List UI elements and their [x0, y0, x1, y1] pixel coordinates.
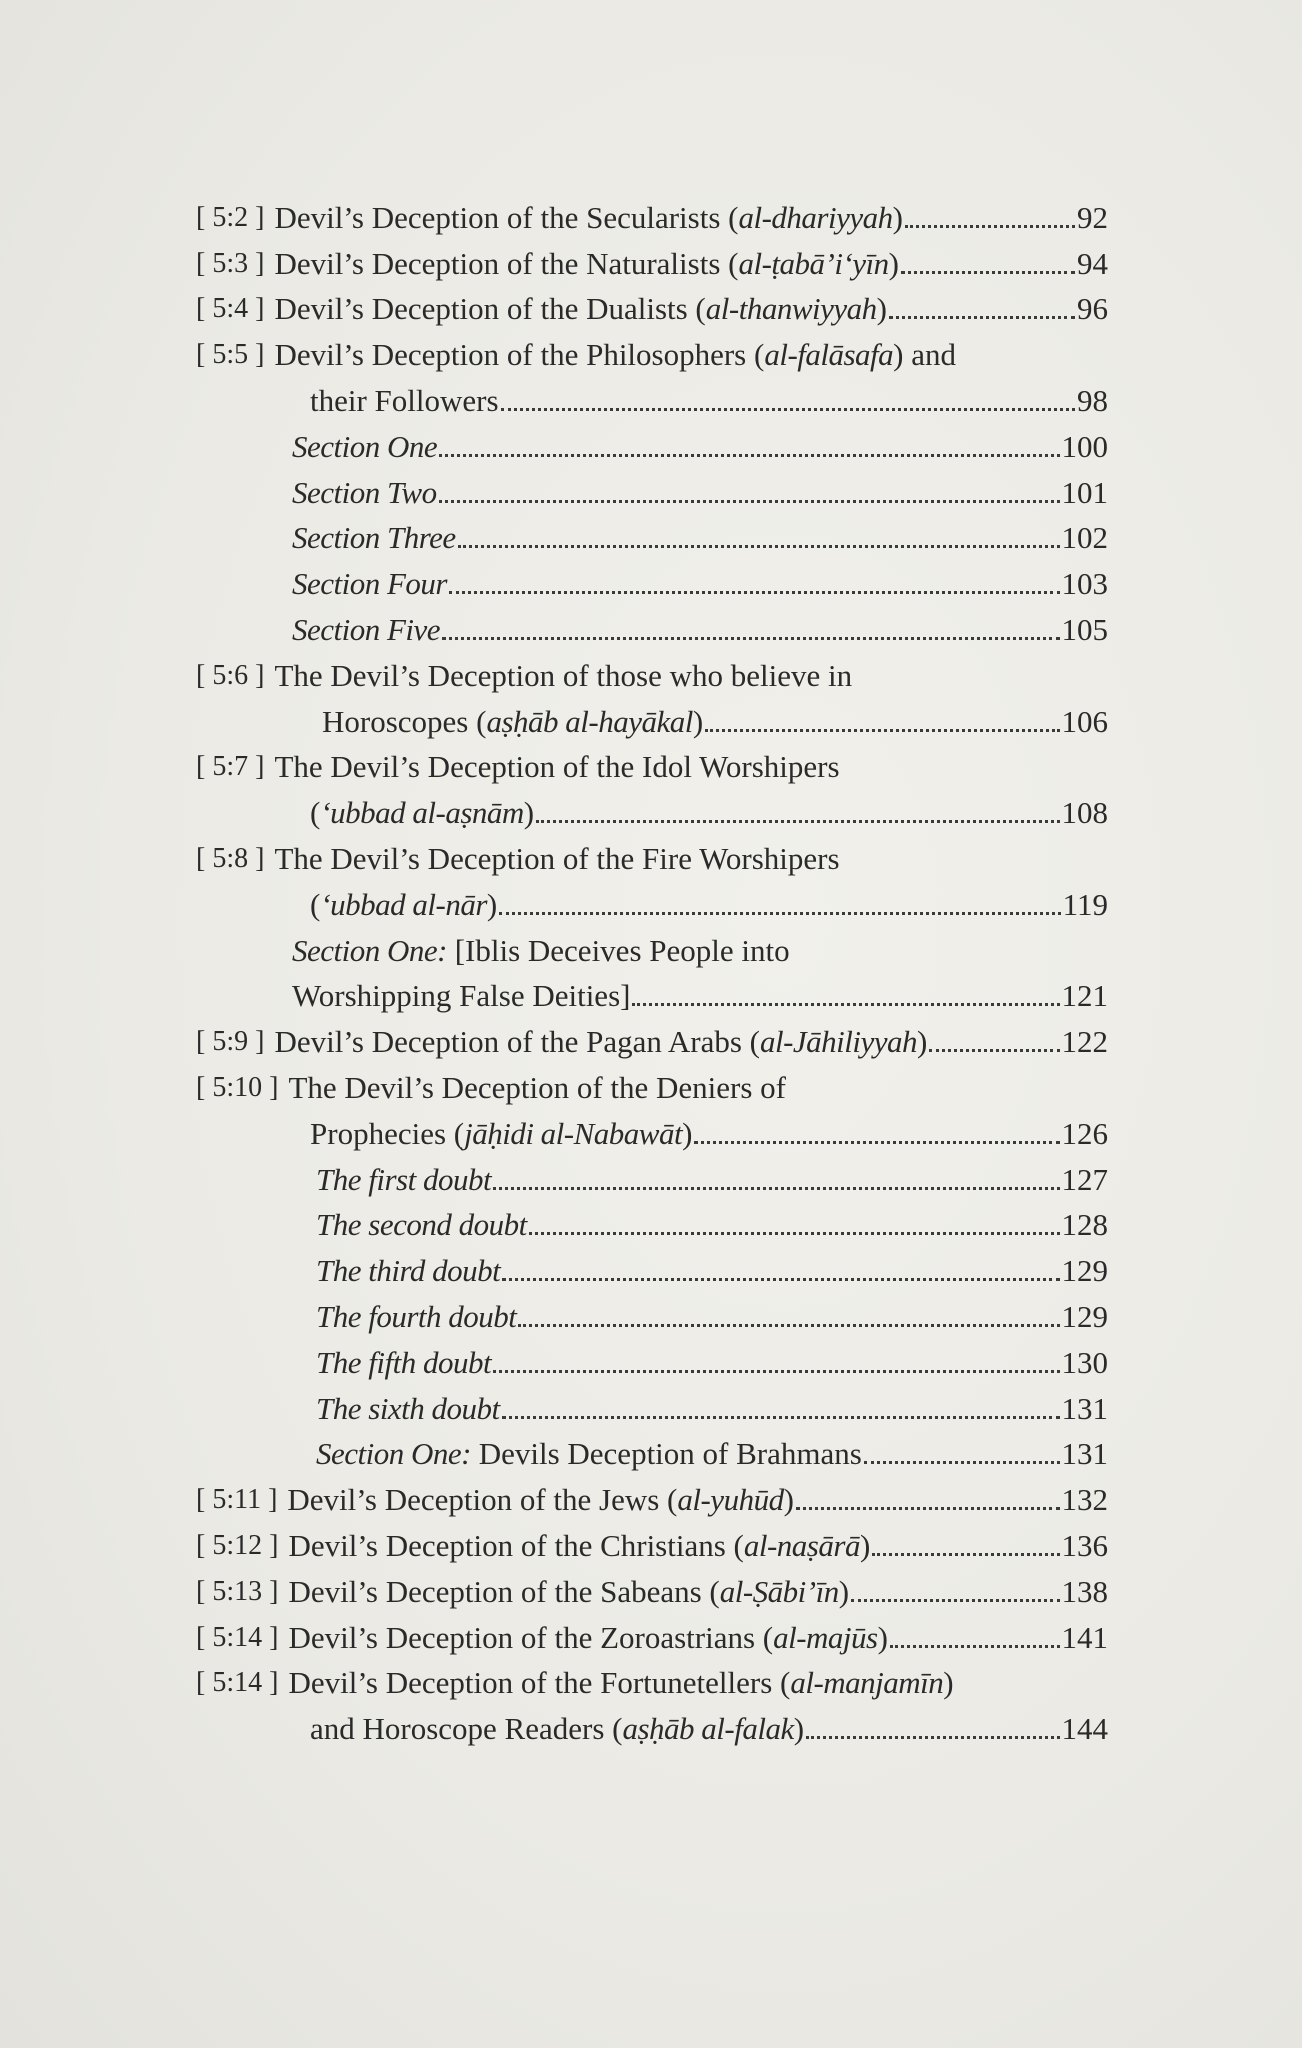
toc-entry	[0, 1564, 1302, 1610]
toc-entry	[0, 1243, 1302, 1289]
entry-title	[316, 1299, 516, 1335]
dot-leader	[890, 1644, 1060, 1648]
entry-title-text: Devil’s Deception of the Christians (	[288, 1527, 744, 1563]
entry-title	[322, 704, 703, 740]
dot-leader	[536, 819, 1059, 823]
entry-title	[287, 1482, 794, 1518]
entry-title-suffix: )	[682, 1115, 693, 1151]
entry-title-suffix: ) and	[893, 337, 957, 373]
toc-entry	[0, 602, 1302, 648]
entry-title	[288, 1528, 870, 1564]
dot-leader	[439, 453, 1059, 457]
entry-title	[288, 1574, 849, 1610]
entry-title	[274, 337, 956, 373]
toc-entry	[0, 785, 1302, 831]
entry-reference: [ 5:2 ]	[196, 201, 265, 233]
table-of-contents	[0, 190, 1302, 1747]
dot-leader	[442, 636, 1059, 640]
entry-title-suffix: )	[692, 703, 704, 739]
dot-leader	[705, 728, 1059, 732]
entry-title-text: Devil’s Deception of the Zoroastrians (	[288, 1619, 774, 1655]
toc-entry	[0, 1335, 1302, 1381]
dot-leader	[851, 1598, 1059, 1602]
toc-entry	[0, 831, 1302, 877]
entry-title	[288, 1070, 786, 1106]
entry-title-text: and Horoscope Readers (	[310, 1711, 623, 1747]
entry-title	[288, 1665, 953, 1701]
page-number: 103	[1061, 566, 1108, 602]
entry-reference: [ 5:10 ]	[196, 1071, 279, 1103]
entry-title-suffix: )	[917, 1024, 928, 1060]
entry-reference: [ 5:8 ]	[196, 842, 265, 874]
dot-leader	[929, 1048, 1059, 1052]
page-number: 122	[1061, 1024, 1108, 1060]
dot-leader	[694, 1140, 1059, 1144]
entry-title-italic: Section Three	[292, 520, 456, 556]
page-number: 136	[1061, 1527, 1108, 1563]
page-number: 98	[1077, 382, 1108, 418]
entry-title	[292, 520, 456, 556]
entry-title	[274, 841, 839, 877]
entry-title-italic: aṣḥāb al-hayākal	[486, 703, 693, 739]
entry-title-italic: jāḥidi al-Nabawāt	[464, 1115, 683, 1151]
entry-title-suffix: )	[892, 199, 903, 235]
page-number: 131	[1061, 1436, 1108, 1472]
page-number: 106	[1061, 703, 1108, 739]
page-number: 132	[1061, 1482, 1108, 1518]
toc-entry	[0, 236, 1302, 282]
entry-title-suffix: )	[486, 886, 498, 922]
entry-reference: [ 5:6 ]	[196, 659, 265, 691]
entry-reference: [ 5:14 ]	[196, 1621, 279, 1653]
entry-title-suffix: )	[888, 245, 899, 281]
entry-title	[274, 200, 903, 236]
entry-title	[316, 1253, 500, 1289]
dot-leader	[872, 1552, 1059, 1556]
entry-title	[316, 1162, 491, 1198]
entry-title-italic: al-majūs	[773, 1619, 878, 1655]
entry-title-suffix: )	[793, 1711, 805, 1747]
entry-title-suffix: )	[876, 291, 887, 327]
page-number: 128	[1061, 1207, 1108, 1243]
entry-title	[274, 749, 839, 785]
toc-entry	[0, 923, 1302, 969]
entry-title-text: The Devil’s Deception of the Deniers of	[288, 1069, 786, 1105]
page-number: 102	[1061, 520, 1108, 556]
page-number: 108	[1061, 795, 1108, 831]
entry-reference: [ 5:13 ]	[196, 1575, 279, 1607]
entry-title-text: their Followers	[310, 382, 499, 418]
entry-title	[274, 658, 852, 694]
page-number: 129	[1061, 1253, 1108, 1289]
entry-title-italic: al-manjamīn	[790, 1665, 944, 1701]
toc-entry	[0, 969, 1302, 1015]
entry-title-suffix: )	[838, 1573, 850, 1609]
page-number: 141	[1061, 1619, 1108, 1655]
entry-title	[274, 1024, 927, 1060]
dot-leader	[905, 224, 1075, 228]
entry-title-italic: The fifth doubt	[316, 1344, 492, 1380]
entry-title	[310, 795, 534, 831]
entry-title-text: Devil’s Deception of the Sabeans (	[288, 1573, 720, 1609]
entry-title-suffix: )	[877, 1619, 888, 1655]
toc-entry	[0, 1472, 1302, 1518]
toc-entry	[0, 1427, 1302, 1473]
entry-reference: [ 5:3 ]	[196, 247, 265, 279]
entry-title-text: (	[310, 795, 321, 831]
entry-title-text: The Devil’s Deception of those who believe in	[274, 657, 853, 693]
page-number: 121	[1061, 978, 1108, 1014]
entry-title-suffix: )	[943, 1665, 954, 1701]
dot-leader	[864, 1460, 1060, 1464]
page-number: 138	[1061, 1573, 1108, 1609]
entry-title-text: Worshipping False Deities]	[292, 978, 631, 1014]
entry-title-italic: Section One:	[292, 932, 447, 968]
entry-title	[292, 612, 440, 648]
entry-title-italic: The sixth doubt	[316, 1390, 500, 1426]
page-number: 100	[1061, 428, 1108, 464]
entry-title-text: Devil’s Deception of the Naturalists (	[274, 245, 739, 281]
page-number: 105	[1061, 611, 1108, 647]
toc-entry	[0, 327, 1302, 373]
dot-leader	[889, 315, 1075, 319]
entry-reference: [ 5:12 ]	[196, 1529, 279, 1561]
toc-entry	[0, 1060, 1302, 1106]
entry-title-italic: ‘ubbad al-aṣnām	[320, 795, 524, 831]
dot-leader	[632, 1002, 1059, 1006]
dot-leader	[796, 1506, 1060, 1510]
entry-title-text: The Devil’s Deception of the Fire Worshipers	[274, 840, 840, 876]
page-number: 131	[1061, 1390, 1108, 1426]
entry-title-italic: ‘ubbad al-nār	[320, 886, 487, 922]
entry-title-text: Devil’s Deception of the Jews (	[287, 1482, 678, 1518]
dot-leader	[901, 270, 1075, 274]
entry-title	[292, 978, 630, 1014]
entry-reference: [ 5:7 ]	[196, 751, 265, 783]
toc-entry	[0, 419, 1302, 465]
toc-entry	[0, 1656, 1302, 1702]
toc-entry	[0, 1152, 1302, 1198]
entry-title-italic: al-dhariyyah	[738, 199, 893, 235]
entry-title-italic: Section One:	[316, 1436, 471, 1472]
toc-entry	[0, 877, 1302, 923]
dot-leader	[502, 1277, 1059, 1281]
page-number: 130	[1061, 1344, 1108, 1380]
dot-leader	[529, 1231, 1060, 1235]
entry-title-italic: The first doubt	[316, 1161, 492, 1197]
toc-entry	[0, 694, 1302, 740]
page-number: 119	[1062, 886, 1108, 922]
entry-title	[316, 1391, 500, 1427]
entry-title-italic: al-Ṣābi’īn	[719, 1573, 839, 1609]
page-number: 126	[1061, 1115, 1108, 1151]
dot-leader	[449, 590, 1060, 594]
entry-title-italic: Section Four	[292, 566, 447, 602]
dot-leader	[806, 1735, 1059, 1739]
page-number: 92	[1077, 199, 1108, 235]
toc-entry	[0, 373, 1302, 419]
entry-title-text: (	[310, 886, 321, 922]
entry-title	[292, 933, 790, 969]
entry-title	[274, 246, 899, 282]
entry-title	[292, 566, 447, 602]
dot-leader	[501, 407, 1075, 411]
toc-entry	[0, 1289, 1302, 1335]
entry-title-italic: al-yuhūd	[677, 1482, 784, 1518]
entry-title	[316, 1436, 862, 1472]
toc-entry	[0, 465, 1302, 511]
toc-entry	[0, 1701, 1302, 1747]
entry-title-italic: Section One	[292, 428, 438, 464]
toc-entry	[0, 1518, 1302, 1564]
dot-leader	[493, 1369, 1059, 1373]
toc-entry	[0, 648, 1302, 694]
entry-title-text: Horoscopes (	[322, 703, 487, 739]
page-number: 101	[1061, 474, 1108, 510]
toc-entry	[0, 190, 1302, 236]
toc-entry	[0, 1198, 1302, 1244]
toc-entry	[0, 282, 1302, 328]
entry-title-italic: al-naṣārā	[743, 1527, 860, 1563]
entry-reference: [ 5:9 ]	[196, 1026, 265, 1058]
entry-reference: [ 5:14 ]	[196, 1667, 279, 1699]
entry-title-text: Prophecies (	[310, 1115, 465, 1151]
entry-title-italic: al-falāsafa	[764, 337, 894, 373]
dot-leader	[458, 544, 1060, 548]
entry-title	[310, 1116, 692, 1152]
entry-title-italic: al-thanwiyyah	[705, 291, 877, 327]
entry-title	[292, 429, 437, 465]
toc-entry	[0, 511, 1302, 557]
toc-entry	[0, 1381, 1302, 1427]
entry-title-text: Devil’s Deception of the Pagan Arabs (	[274, 1024, 760, 1060]
page-number: 129	[1061, 1298, 1108, 1334]
entry-title-text: The Devil’s Deception of the Idol Worshipers	[274, 749, 840, 785]
entry-title-suffix: Devils Deception of Brahmans	[470, 1436, 862, 1472]
entry-title-text: Devil’s Deception of the Fortunetellers (	[288, 1665, 791, 1701]
entry-title-suffix: )	[523, 795, 535, 831]
entry-title	[310, 1711, 804, 1747]
entry-title-italic: The fourth doubt	[316, 1298, 517, 1334]
entry-title	[274, 291, 887, 327]
toc-entry	[0, 1610, 1302, 1656]
dot-leader	[499, 911, 1060, 915]
entry-title-suffix: )	[859, 1527, 871, 1563]
entry-title-italic: al-Jāhiliyyah	[759, 1024, 918, 1060]
entry-title-italic: Section Five	[292, 611, 441, 647]
dot-leader	[439, 499, 1060, 503]
entry-title-italic: The third doubt	[316, 1253, 501, 1289]
entry-title-text: Devil’s Deception of the Dualists (	[274, 291, 706, 327]
dot-leader	[518, 1323, 1059, 1327]
page-number: 94	[1077, 245, 1108, 281]
toc-entry	[0, 740, 1302, 786]
entry-title-suffix: )	[783, 1482, 794, 1518]
toc-entry	[0, 1106, 1302, 1152]
page-number: 144	[1061, 1711, 1108, 1747]
entry-title-italic: al-ṭabā’i‘yīn	[738, 245, 889, 281]
entry-title	[310, 383, 499, 419]
entry-reference: [ 5:5 ]	[196, 339, 265, 371]
entry-title	[316, 1345, 491, 1381]
entry-reference: [ 5:4 ]	[196, 293, 265, 325]
entry-title-italic: aṣḥāb al-falak	[622, 1711, 794, 1747]
entry-reference: [ 5:11 ]	[196, 1484, 278, 1516]
entry-title	[288, 1620, 888, 1656]
entry-title-suffix: [Iblis Deceives People into	[446, 932, 790, 968]
dot-leader	[502, 1415, 1060, 1419]
toc-entry	[0, 556, 1302, 602]
entry-title-italic: The second doubt	[316, 1207, 527, 1243]
entry-title	[316, 1207, 527, 1243]
page-number: 96	[1077, 291, 1108, 327]
page-number: 127	[1061, 1161, 1108, 1197]
entry-title	[310, 887, 497, 923]
entry-title-text: Devil’s Deception of the Philosophers (	[274, 337, 765, 373]
entry-title-italic: Section Two	[292, 474, 437, 510]
entry-title-text: Devil’s Deception of the Secularists (	[274, 199, 739, 235]
toc-entry	[0, 1014, 1302, 1060]
dot-leader	[493, 1186, 1059, 1190]
entry-title	[292, 475, 437, 511]
